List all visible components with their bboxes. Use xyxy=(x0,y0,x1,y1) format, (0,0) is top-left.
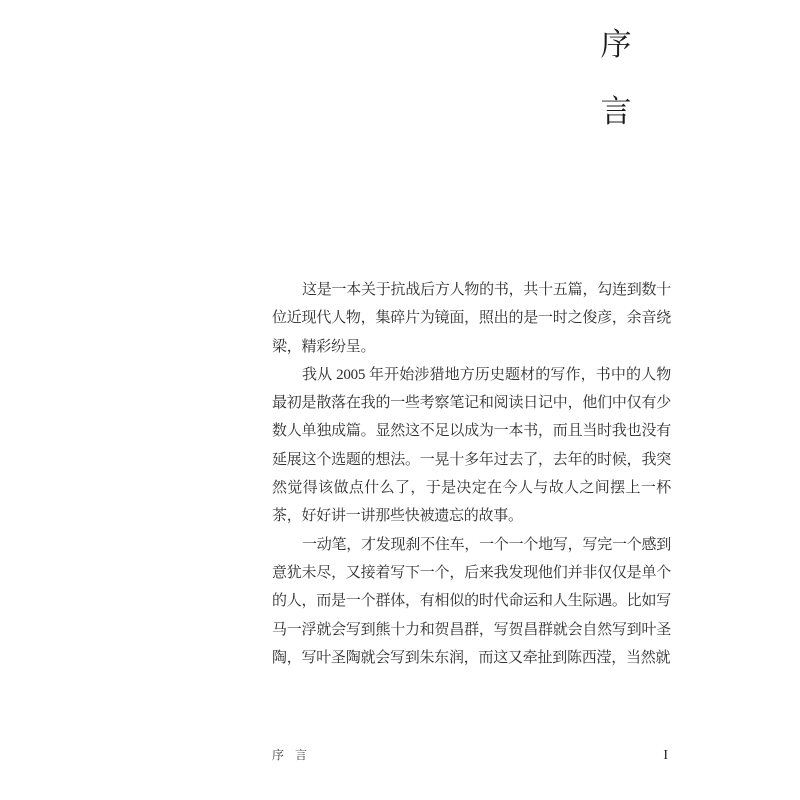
page-footer xyxy=(272,746,668,766)
body-text xyxy=(272,276,671,672)
paragraph: 一动笔，才发现刹不住车，一个一个地写，写完一个感到意犹未尽，又接着写下一个，后来我发现他们并非仅仅是单个的人，而是一个群体，有相似的时代命运和人生际遇。比如写马一浮就会写到熊十力和贺昌群，写贺昌群就会自然写到叶圣陶，写叶圣陶就会写到朱东润，而这又牵扯到陈西滢，当然就 xyxy=(272,536,671,666)
footer-section-label: 序 言 xyxy=(272,748,309,762)
paragraph: 我从 2005 年开始涉猎地方历史题材的写作，书中的人物最初是散落在我的一些考察笔记和阅读日记中，他们中仅有少数人单独成篇。显然这不足以成为一本书，而且当时我也没有延展这个选题的想法。一晃十多年过去了，去年的时候，我突然觉得该做点什么了，于是决定在今人与故人之间摆上一杯茶，好好讲一讲那些快被遗忘的故事。 xyxy=(272,366,671,525)
title-char-1: 序 xyxy=(600,27,632,62)
title-char-2: 言 xyxy=(600,94,632,129)
paragraph: 这是一本关于抗战后方人物的书，共十五篇，勾连到数十位近现代人物，集碎片为镜面，照出的是一时之俊彦，余音绕梁，精彩纷呈。 xyxy=(272,282,671,355)
page-number: I xyxy=(663,748,668,763)
chapter-title xyxy=(598,28,634,129)
